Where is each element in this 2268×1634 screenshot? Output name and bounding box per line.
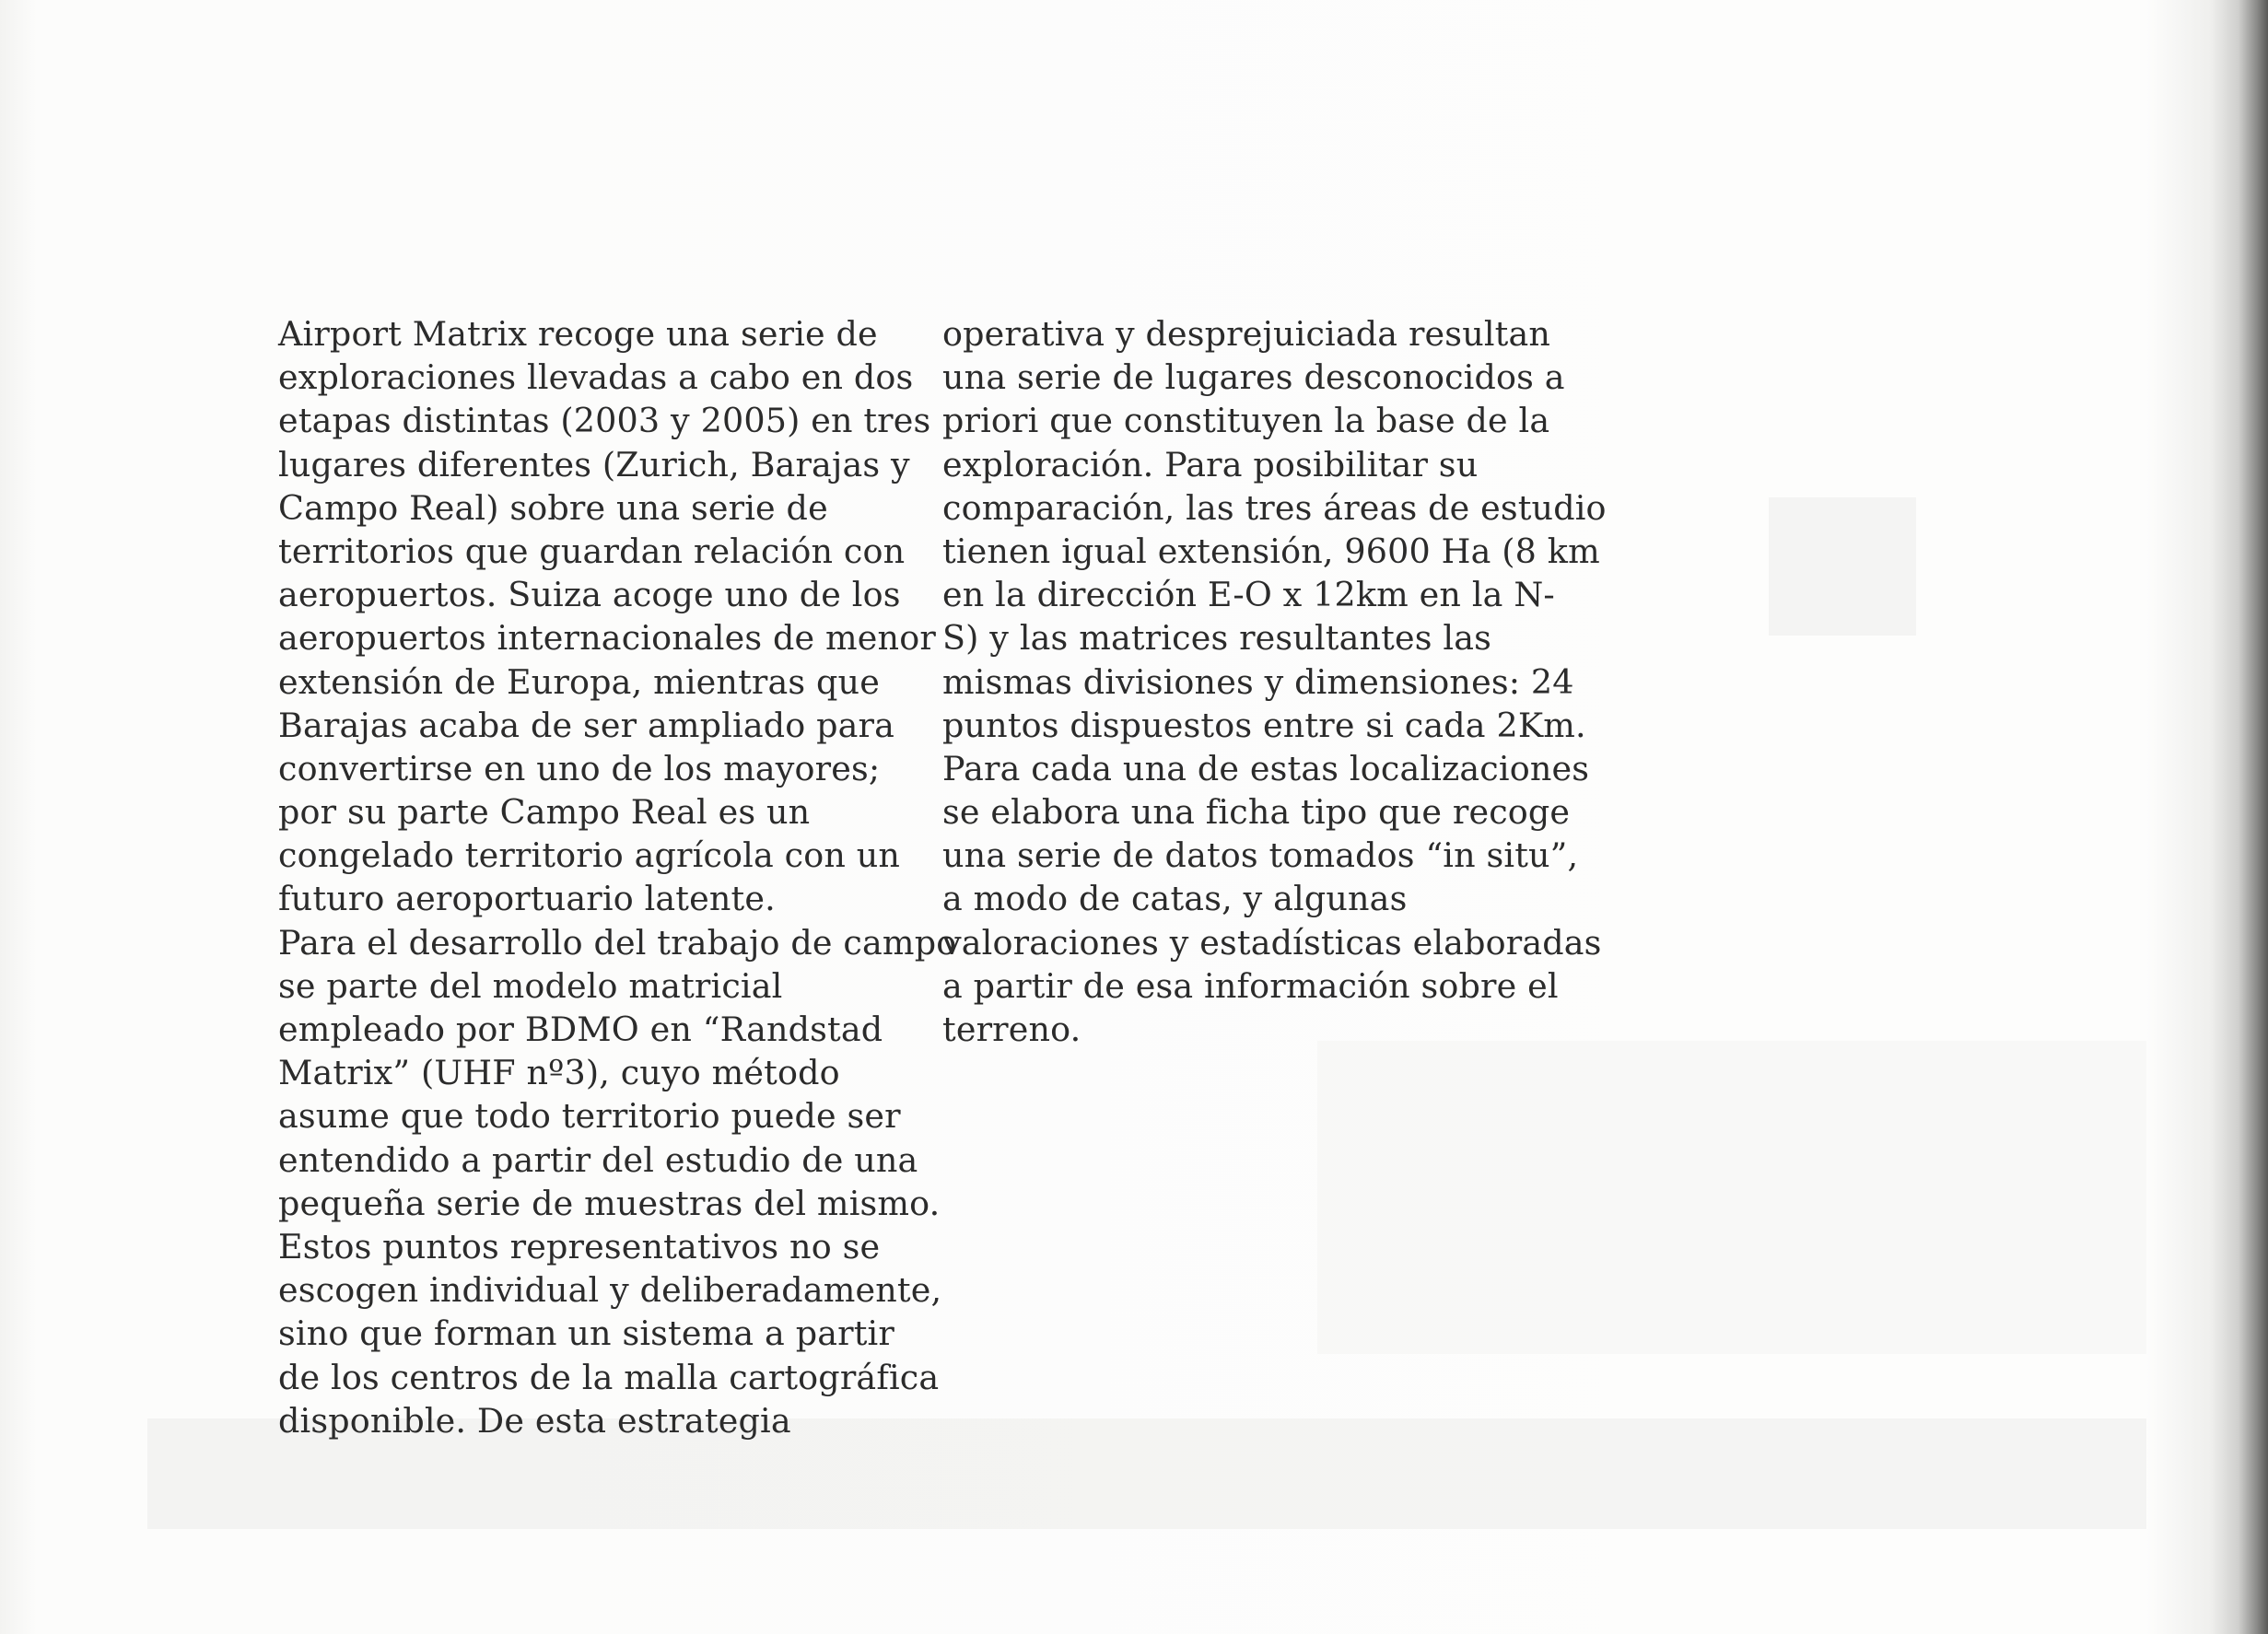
- text-line: Estos puntos representativos no se: [278, 1226, 881, 1266]
- text-line: Barajas acaba de ser ampliado para: [278, 705, 895, 745]
- text-line: se parte del modelo matricial: [278, 965, 783, 1006]
- text-line: de los centros de la malla cartográfica: [278, 1357, 940, 1397]
- text-line: S) y las matrices resultantes las: [942, 618, 1491, 659]
- text-line: asume que todo territorio puede ser: [278, 1096, 901, 1137]
- text-line: comparación, las tres áreas de estudio: [942, 487, 1607, 528]
- text-line: escogen individual y deliberadamente,: [278, 1270, 942, 1311]
- text-line: una serie de lugares desconocidos a: [942, 357, 1565, 398]
- text-line: exploración. Para posibilitar su: [942, 444, 1479, 484]
- text-line: priori que constituyen la base de la: [942, 401, 1550, 441]
- text-line: empleado por BDMO en “Randstad: [278, 1010, 883, 1049]
- text-line: tienen igual extensión, 9600 Ha (8 km: [942, 531, 1600, 571]
- text-line: en la dirección E-O x 12km en la N-: [942, 575, 1555, 615]
- text-line: aeropuertos internacionales de menor: [278, 618, 936, 659]
- text-line: convertirse en uno de los mayores;: [278, 748, 881, 788]
- text-line: sino que forman un sistema a partir: [278, 1313, 894, 1354]
- text-line: futuro aeroportuario latente.: [278, 879, 776, 919]
- text-line: Para cada una de estas localizaciones: [942, 748, 1590, 788]
- text-line: entendido a partir del estudio de una: [278, 1139, 918, 1180]
- text-line: a modo de catas, y algunas: [942, 879, 1408, 919]
- text-column-left: [278, 312, 955, 1442]
- text-line: puntos dispuestos entre si cada 2Km.: [942, 705, 1586, 745]
- text-line: Campo Real) sobre una serie de: [278, 487, 828, 528]
- text-line: Airport Matrix recoge una serie de: [278, 314, 878, 354]
- text-line: etapas distintas (2003 y 2005) en tres: [278, 401, 931, 441]
- text-line: valoraciones y estadísticas elaboradas: [942, 922, 1602, 963]
- text-line: extensión de Europa, mientras que: [278, 661, 880, 702]
- show-through-band: [1769, 497, 1916, 636]
- text-line: mismas divisiones y dimensiones: 24: [942, 661, 1574, 702]
- text-line: por su parte Campo Real es un: [278, 792, 811, 833]
- text-line: aeropuertos. Suiza acoge uno de los: [278, 575, 901, 615]
- text-line: Matrix” (UHF nº3), cuyo método: [278, 1053, 840, 1093]
- text-line: terreno.: [942, 1010, 1081, 1049]
- text-line: exploraciones llevadas a cabo en dos: [278, 357, 914, 398]
- text-line: operativa y desprejuiciada resultan: [942, 314, 1551, 354]
- text-line: una serie de datos tomados “in situ”,: [942, 835, 1579, 876]
- text-line: territorios que guardan relación con: [278, 531, 906, 571]
- text-line: Para el desarrollo del trabajo de campo: [278, 922, 957, 963]
- text-line: pequeña serie de muestras del mismo.: [278, 1183, 941, 1223]
- text-line: disponible. De esta estrategia: [278, 1400, 791, 1441]
- text-line: a partir de esa información sobre el: [942, 965, 1559, 1006]
- text-line: lugares diferentes (Zurich, Barajas y: [278, 444, 910, 484]
- text-line: congelado territorio agrícola con un: [278, 835, 901, 876]
- text-column-right: [942, 312, 1619, 1051]
- show-through-band: [1317, 1041, 2146, 1354]
- text-line: se elabora una ficha tipo que recoge: [942, 792, 1571, 833]
